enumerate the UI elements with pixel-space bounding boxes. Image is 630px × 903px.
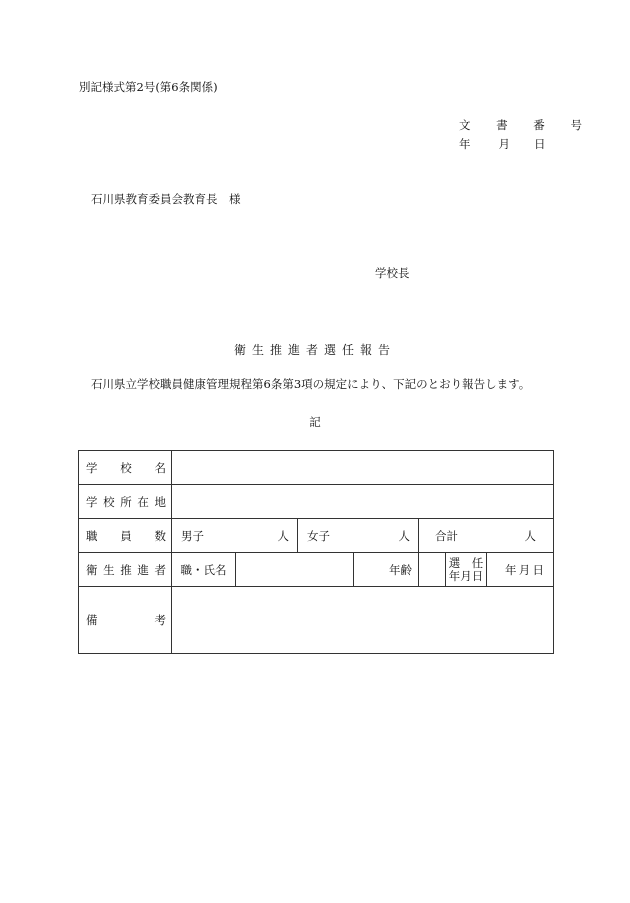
- body-text: 石川県立学校職員健康管理規程第6条第3項の規定により、下記のとおり報告します。: [91, 377, 531, 391]
- label-char: 職: [86, 528, 98, 543]
- day-label: 日: [534, 137, 546, 151]
- sender-principal: 学校長: [375, 266, 410, 280]
- promoter-label: [79, 553, 172, 587]
- label-char: 校: [120, 460, 132, 475]
- ki-marker: 記: [309, 415, 321, 429]
- female-label: 女子: [307, 528, 330, 543]
- document-number-label: 文 書 番 号: [459, 118, 593, 132]
- label-char: 員: [120, 528, 132, 543]
- label-char: 者: [154, 562, 166, 577]
- label-char: 名: [154, 460, 166, 475]
- appointment-date-field[interactable]: [487, 553, 554, 587]
- age-field[interactable]: [419, 553, 446, 587]
- date-label: [459, 139, 546, 151]
- date-year: 年: [505, 562, 517, 577]
- school-address-label: [79, 485, 172, 519]
- female-count-field[interactable]: [298, 519, 419, 553]
- date-day: 日: [532, 562, 544, 577]
- label-char: 生: [103, 562, 115, 577]
- position-name-field[interactable]: [236, 553, 354, 587]
- label-char: 考: [154, 613, 166, 627]
- table-row: [79, 519, 554, 553]
- appointment-date-label: [446, 553, 487, 587]
- person-unit: 人: [398, 528, 410, 543]
- label-char: 進: [137, 562, 149, 577]
- total-label: 合計: [435, 528, 458, 543]
- label-char: 数: [154, 528, 166, 543]
- position-name-label: 職・氏名: [172, 553, 236, 587]
- date-month: 月: [518, 562, 531, 577]
- table-row: [79, 451, 554, 485]
- month-label: 月: [498, 137, 510, 151]
- label-char: 在: [137, 494, 149, 509]
- label-char: 校: [103, 494, 115, 509]
- total-count-field[interactable]: [419, 519, 554, 553]
- table-row: [79, 587, 554, 654]
- school-address-field[interactable]: [172, 485, 554, 519]
- label-char: 学: [86, 494, 98, 509]
- form-reference: 別記様式第2号(第6条関係): [79, 80, 218, 94]
- school-name-field[interactable]: [172, 451, 554, 485]
- person-unit: 人: [524, 528, 537, 543]
- label-char: 衛: [86, 562, 98, 577]
- table-row: [79, 485, 554, 519]
- document-title: 衛生推進者選任報告: [233, 343, 396, 357]
- staff-count-label: [79, 519, 172, 553]
- report-table: [78, 450, 554, 654]
- remarks-label: [79, 587, 172, 654]
- table-row: [79, 553, 554, 587]
- label-char: 推: [120, 562, 132, 577]
- year-label: 年: [459, 137, 471, 151]
- label-char: 備: [86, 613, 98, 627]
- person-unit: 人: [277, 528, 289, 543]
- label-char: 学: [86, 460, 98, 475]
- appointment-label-line1: 選 任: [448, 555, 484, 570]
- appointment-label-line2: 年月日: [448, 568, 484, 583]
- male-count-field[interactable]: [172, 519, 298, 553]
- male-label: 男子: [181, 528, 204, 543]
- label-char: 所: [120, 494, 132, 509]
- addressee: 石川県教育委員会教育長 様: [91, 192, 241, 206]
- age-label: 年齢: [354, 553, 419, 587]
- school-name-label: [79, 451, 172, 485]
- remarks-field[interactable]: [172, 587, 554, 654]
- label-char: 地: [154, 494, 166, 509]
